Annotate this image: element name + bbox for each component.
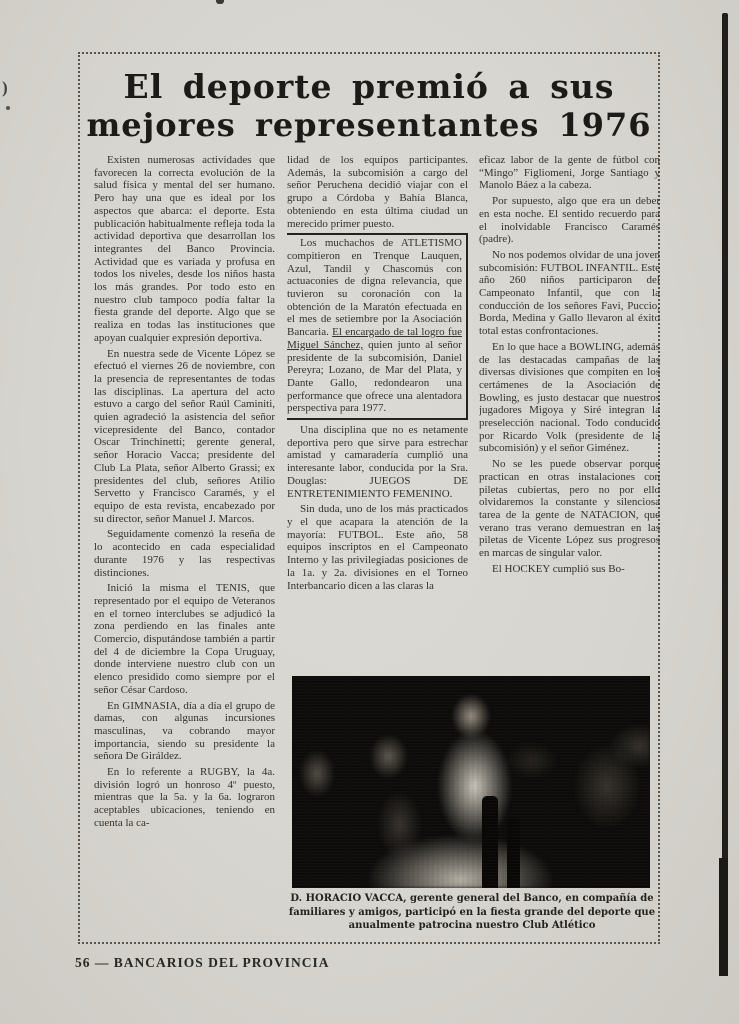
article-paragraph: Seguidamente comenzó la reseña de lo acontecido en cada especialidad durante 1976 y las respectivas distinciones. bbox=[94, 528, 275, 579]
article-paragraph: No nos podemos olvidar de una joven subcomisión: FUTBOL INFANTIL. Este año 260 niños participaron del Campeonato Infantil, que con la conducción de los señores Favi, Puccio, Borda, Medina y Gallo llevaron al éxito total estas confrontaciones. bbox=[479, 248, 660, 338]
article-paragraph: Sin duda, uno de los más practicados y el que acapara la atención de la mayoría: FUTBOL. Este año, 58 equipos inscriptos en el Campeonato Interno y las privilegiadas posiciones de la 1a. y 2a. divisiones en el Torneo Interbancario dicen a las claras la bbox=[287, 503, 468, 592]
page-footer: 56 — BANCARIOS DEL PROVINCIA bbox=[75, 955, 330, 970]
boxed-note-post: quien junto al señor presidente de la subcomisión, Daniel Pereyra; Lozano, de Mar del Plata, y Dante Gallo, redondearon una performance que ofrece una alentadora perspectiva para 1977. bbox=[287, 338, 462, 415]
article-paragraph: Inició la misma el TENIS, que representado por el equipo de Veteranos en el torneo interclubes se adjudicó la zona perdiendo en las finales ante Comercio, disputándose también a partir del 4 de diciembre la Copa Uruguay, donde interviene nuestro club con un elenco presidido como siempre por el señor César Cardoso. bbox=[94, 582, 275, 696]
article-column-3 bbox=[479, 154, 660, 666]
article-paragraph: lidad de los equipos participantes. Además, la subcomisión a cargo del señor Peruchena decidió viajar con el grupo a Córdoba y Bahía Blanca, obteniendo en esta última ciudad un merecido primer puesto. bbox=[287, 154, 468, 230]
article-column-2 bbox=[287, 154, 468, 674]
boxed-note-pre: Los muchachos de ATLETISMO compitieron en Trenque Lauquen, Azul, Tandil y Chascomús con actuaconies de digna relevancia, que tuvieron su coronación con la obtención de la Maratón efectuada en el mes de setiembre por la Asociación Bancaria. bbox=[287, 237, 462, 339]
article-paragraph: Por supuesto, algo que era un deber en esta noche. El sentido recuerdo para el inolvidable Francisco Caramés (padre). bbox=[479, 195, 660, 246]
right-edge-rule-bottom bbox=[719, 858, 728, 976]
scan-artifact-mark: ) bbox=[2, 78, 8, 97]
article-title-line1: El deporte premió a sus bbox=[123, 67, 615, 106]
article-paragraph: En GIMNASIA, día a día el grupo de damas, con algunas incursiones masculinas, va cobrando mayor importancia, siendo su presidente la señora De Giráldez. bbox=[94, 699, 275, 763]
banquet-photo bbox=[292, 676, 650, 888]
boxed-note-text bbox=[287, 237, 462, 415]
article-title-line2: mejores representantes 1976 bbox=[86, 106, 652, 144]
article-paragraph: Una disciplina que no es netamente deportiva pero que sirve para estrechar amistad y camaradería cumplió una interesante labor, conducida por la Sra. Douglas: JUEGOS DE ENTRETENIMIENTO FEMENINO. bbox=[287, 424, 468, 500]
article-paragraph: En nuestra sede de Vicente López se efectuó el viernes 26 de noviembre, con la presencia de representantes de todas las disciplinas. La apertura del acto estuvo a cargo del señor Raúl Caminiti, quien agradeció la asistencia del señor vicepresidente del Banco, contador Oscar Trinchinetti; gerente general, señor Horacio Vacca; presidente del Club La Plata, señor Alberto Grassi; ex presidentes del club, señores Atilio Servetto y Francisco Caramés, y el equipo de esta revista, encabezado por su director, señor Manuel J. Marcos. bbox=[94, 347, 275, 525]
underlined-text: El encargado de tal logro fue Miguel Sánchez, bbox=[287, 326, 462, 351]
right-edge-rule bbox=[722, 13, 728, 858]
article-column-1 bbox=[94, 154, 275, 944]
article-title bbox=[80, 68, 658, 144]
atletismo-boxed-note bbox=[287, 233, 468, 420]
article-paragraph: El HOCKEY cumplió sus Bo- bbox=[492, 562, 625, 575]
scan-artifact-dot bbox=[6, 106, 10, 110]
article-paragraph: eficaz labor de la gente de fútbol con “Mingo” Figliomeni, Jorge Santiago y Manolo Báez a la cabeza. bbox=[479, 154, 660, 192]
article-paragraph: Existen numerosas actividades que favorecen la correcta evolución de la salud física y mental del ser humano. Pero hay una que es ideal por los aspectos que abarca: el deporte. Esta publicación habitualmente refleja toda la actividad deportiva que desarrollan los integrantes del Banco Provincia. Actividad que es variada y profusa en todos los niveles, desde los niños hasta los más grandes. Por todo esto en nuestro club tampoco podía faltar la fiesta grande del deporte. Algo que se realiza en todas las instituciones que apoyan cualquier expresión deportiva. bbox=[94, 154, 275, 344]
article-border-box bbox=[78, 52, 660, 944]
article-paragraph: En lo referente a RUGBY, la 4a. división logró un honroso 4º puesto, mientras que la 5a. y la 6a. lograron aceptables ubicaciones, teniendo en cuenta la ca- bbox=[94, 766, 275, 829]
scan-artifact-speck bbox=[216, 0, 224, 4]
article-paragraph: No se les puede observar porque practican en otras instalaciones con piletas cubiertas, pero no por ello olvidaremos la constante y silenciosa tarea de la gente de NATACION, que verano tras verano demuestran en las piletas de Vicente López sus progresos en marcas de singular valor. bbox=[479, 458, 660, 560]
photo-caption: D. HORACIO VACCA, gerente general del Banco, en compañía de familiares y amigos, participó en la fiesta grande del deporte que anualmente patrocina nuestro Club Atlético bbox=[288, 893, 656, 931]
photo-grain-texture bbox=[292, 676, 650, 888]
article-paragraph: En lo que hace a BOWLING, además de las destacadas campañas de las diversas divisiones que compiten en los certámenes de la Asociación de Bowling, es justo destacar que nuestros jugadores Migoya y Siré integran la preselección nacional. Todo conducido por Ricardo Volk (presidente de la subcomisión) y el señor Giménez. bbox=[479, 340, 660, 455]
